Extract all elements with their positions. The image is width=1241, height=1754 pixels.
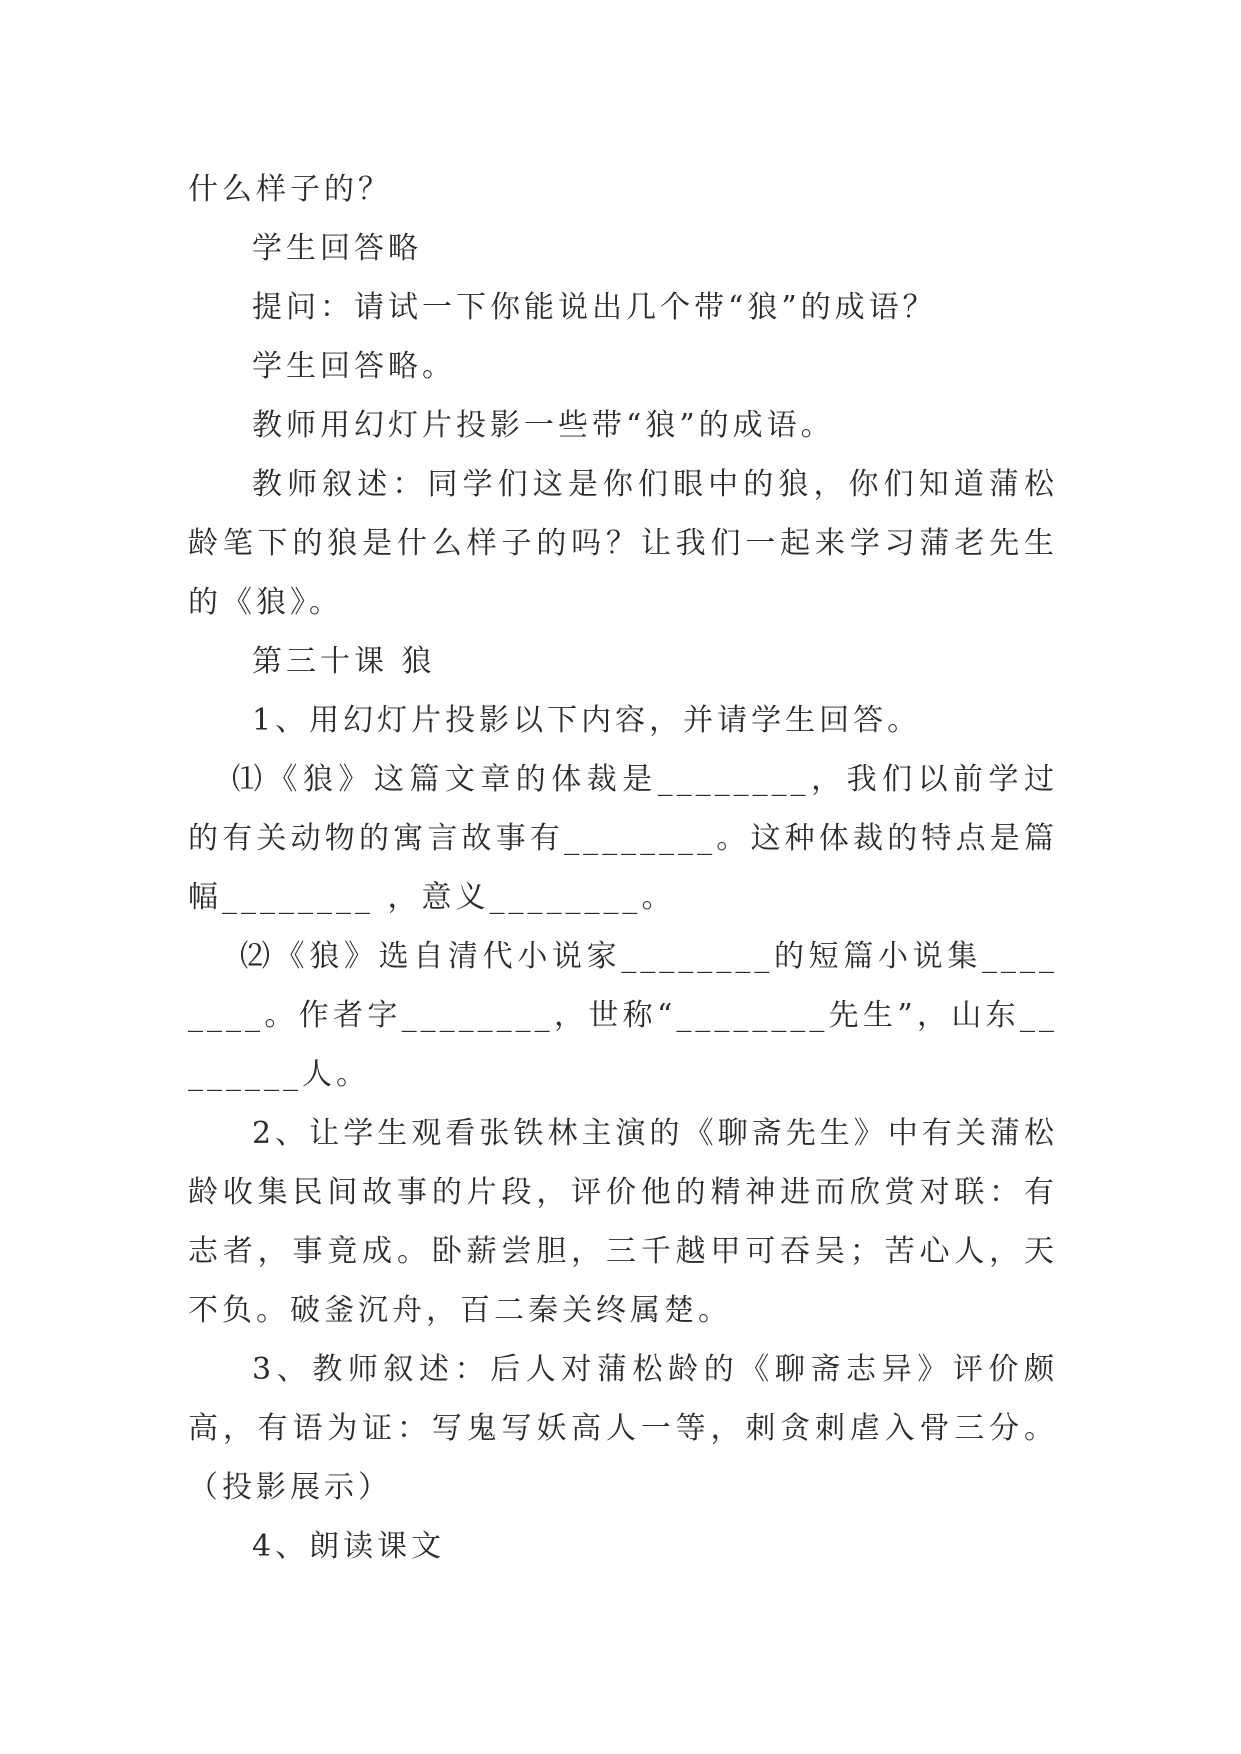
paragraph-student-answer-2: 学生回答略。 xyxy=(252,349,456,384)
lesson-title: 第三十课 狼 xyxy=(252,644,436,679)
step-4: 4、朗读课文 xyxy=(252,1529,446,1564)
paragraph-continuation: 什么样子的？ xyxy=(188,172,392,207)
question-2: ⑵《狼》选自清代小说家________的短篇小说集________。作者字________，世称“________先生”，山东________人。 xyxy=(188,939,1058,1092)
step-3: 3、教师叙述：后人对蒲松龄的《聊斋志异》评价颇高，有语为证：写鬼写妖高人一等，刺贪刺虐入骨三分。（投影展示） xyxy=(188,1352,1058,1505)
step-1: 1、用幻灯片投影以下内容，并请学生回答。 xyxy=(252,703,922,738)
question-1: ⑴《狼》这篇文章的体裁是________，我们以前学过的有关动物的寓言故事有________。这种体裁的特点是篇幅________ ，意义________。 xyxy=(188,762,1058,915)
paragraph-question-idioms: 提问：请试一下你能说出几个带“狼”的成语？ xyxy=(252,290,937,325)
paragraph-teacher-slides: 教师用幻灯片投影一些带“狼”的成语。 xyxy=(252,408,835,443)
paragraph-teacher-narration: 教师叙述：同学们这是你们眼中的狼，你们知道蒲松龄笔下的狼是什么样子的吗？让我们一起来学习蒲老先生的《狼》。 xyxy=(188,467,1058,620)
body-text xyxy=(188,160,1058,1576)
step-2: 2、让学生观看张铁林主演的《聊斋先生》中有关蒲松龄收集民间故事的片段，评价他的精神进而欣赏对联：有志者，事竟成。卧薪尝胆，三千越甲可吞吴；苦心人，天不负。破釜沉舟，百二秦关终属楚。 xyxy=(188,1116,1058,1328)
paragraph-student-answer-1: 学生回答略 xyxy=(252,231,422,266)
